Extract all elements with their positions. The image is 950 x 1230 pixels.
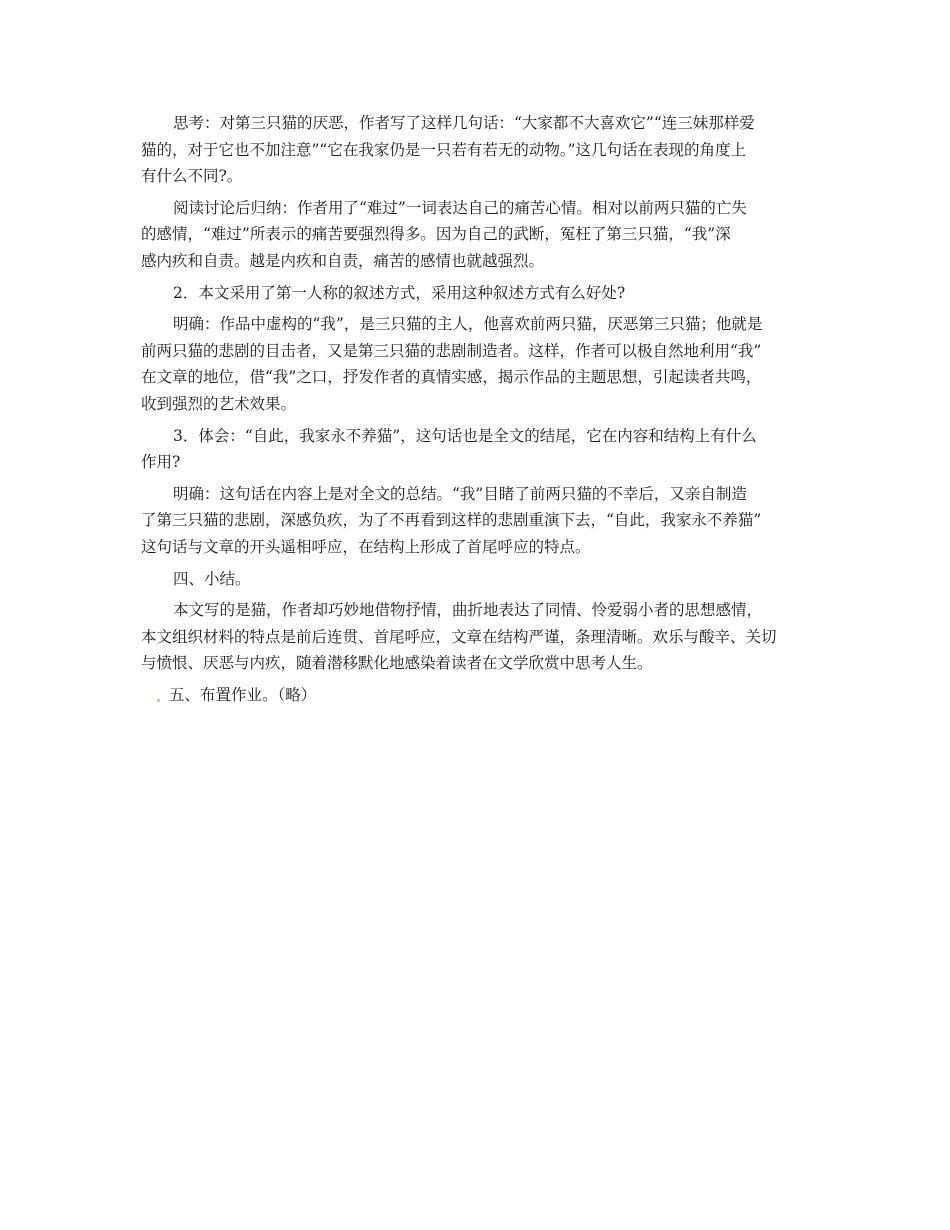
question-2 [141,280,809,307]
paragraph-summary-discussion [141,195,809,275]
text-line: 思考：对第三只猫的厌恶，作者写了这样几句话：“大家都不大喜欢它”“连三妹那样爱 [173,114,755,132]
text-line: 明确：作品中虚构的“我”，是三只猫的主人，他喜欢前两只猫，厌恶第三只猫；他就是 [173,315,763,334]
text-line: 有什么不同?。 [141,167,243,186]
section-title: 五、布置作业。（略） [169,685,317,704]
question-3 [141,423,809,476]
answer-3 [141,481,809,561]
text-line: 与愤恨、厌恶与内疚，随着潜移默化地感染着读者在文学欣赏中思考人生。 [141,654,653,673]
document-body [141,110,809,713]
text-line: 作用? [141,453,181,472]
text-line: 在文章的地位，借“我”之口，抒发作者的真情实感，揭示作品的主题思想，引起读者共鸣， [141,368,762,387]
text-line: 猫的，对于它也不加注意”“它在我家仍是一只若有若无的动物。”这几句话在表现的角度上 [141,140,747,159]
text-line: 明确：这句话在内容上是对全文的总结。“我”目睹了前两只猫的不幸后，又亲自制造 [173,484,747,503]
text-line: 本文写的是猫，作者却巧妙地借物抒情，曲折地表达了同情、怜爱弱小者的思想感情， [173,601,763,620]
text-line: 前两只猫的悲剧的目击者，又是第三只猫的悲剧制造者。这样，作者可以极自然地利用“我” [141,341,762,360]
text-line: 收到强烈的艺术效果。 [141,394,297,413]
text-line: 感内疚和自责。越是内疚和自责，痛苦的感情也就越强烈。 [141,251,545,270]
section-title: 四、小结。 [173,569,251,588]
paragraph-conclusion [141,597,809,677]
bullet-dot-icon [157,699,160,702]
text-line: 阅读讨论后归纳：作者用了“难过”一词表达自己的痛苦心情。相对以前两只猫的亡失 [173,198,747,217]
text-line: 3．体会：“自此，我家永不养猫”，这句话也是全文的结尾，它在内容和结构上有什么 [173,426,757,445]
text-line: 本文组织材料的特点是前后连贯、首尾呼应，文章在结构严谨，条理清晰。欢乐与酸辛、关切 [141,627,777,646]
text-line: 这句话与文章的开头遥相呼应，在结构上形成了首尾呼应的特点。 [141,537,591,556]
section-heading-homework [141,682,809,709]
paragraph-thinking [141,110,809,190]
text-line: 的感情，“难过”所表示的痛苦要强烈得多。因为自己的武断，冤枉了第三只猫，“我”深 [141,225,731,244]
text-line: 2．本文采用了第一人称的叙述方式，采用这种叙述方式有么好处? [173,283,626,302]
section-heading-summary [141,566,809,593]
answer-2 [141,311,809,417]
homework-line [141,682,809,709]
text-line: 了第三只猫的悲剧，深感负疚，为了不再看到这样的悲剧重演下去，“自此，我家永不养猫” [141,511,762,530]
